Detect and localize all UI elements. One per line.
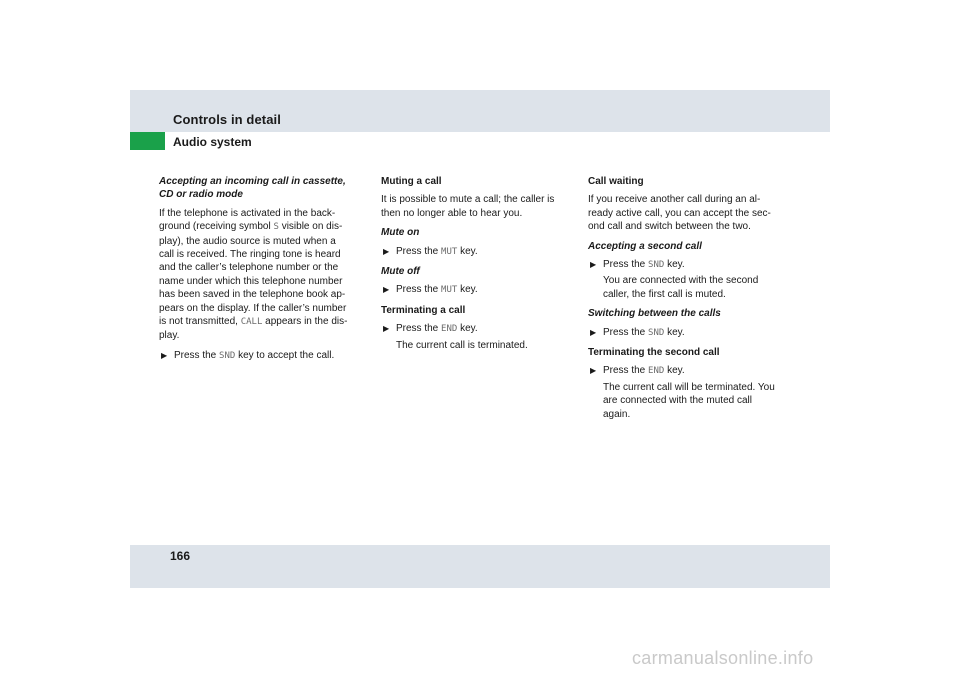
step-mute-on: ▶ Press the MUT key. bbox=[383, 245, 478, 257]
step-arrow-icon: ▶ bbox=[590, 366, 597, 376]
snd-key: SND bbox=[648, 260, 665, 271]
heading-switching-calls: Switching between the calls bbox=[588, 308, 721, 320]
footer-band bbox=[130, 545, 830, 588]
page-subtitle: Audio system bbox=[173, 135, 252, 149]
step-arrow-icon: ▶ bbox=[383, 324, 390, 334]
end-key: END bbox=[441, 324, 458, 335]
mut-key: MUT bbox=[441, 246, 458, 257]
step-terminate-call: ▶ Press the END key. bbox=[383, 323, 478, 335]
result-terminate-second-call: The current call will be terminated. You are connected with the muted call again. bbox=[603, 381, 775, 420]
end-key: END bbox=[648, 366, 665, 377]
result-terminate-call: The current call is terminated. bbox=[396, 339, 528, 351]
page-title: Controls in detail bbox=[173, 112, 281, 127]
column-3 bbox=[588, 175, 793, 427]
step-arrow-icon: ▶ bbox=[161, 350, 168, 360]
heading-muting-call: Muting a call bbox=[381, 176, 442, 187]
heading-terminating-second-call: Terminating the second call bbox=[588, 347, 720, 359]
step-switch-calls: ▶ Press the SND key. bbox=[590, 326, 685, 338]
column-1 bbox=[159, 175, 364, 365]
paragraph-accepting-call: If the telephone is activated in the back- ground (receiving symbol S visible on dis- play), the audio source is muted when a call is received. The ringing tone is heard and the caller’s telephone number or the name under which this telephone number has been saved in the telephone book ap- pears on the display. If the caller’s number is not transmitted, CALL appears in the dis- play. bbox=[159, 207, 348, 342]
heading-accepting-call: Accepting an incoming call in cassette, CD or radio mode bbox=[159, 176, 346, 201]
step-arrow-icon: ▶ bbox=[383, 246, 390, 256]
column-2 bbox=[381, 175, 586, 358]
step-arrow-icon: ▶ bbox=[383, 285, 390, 295]
snd-key: SND bbox=[648, 327, 665, 338]
heading-mute-on: Mute on bbox=[381, 227, 420, 239]
section-tab bbox=[130, 132, 165, 150]
mut-key: MUT bbox=[441, 285, 458, 296]
heading-accepting-second-call: Accepting a second call bbox=[588, 240, 702, 252]
step-terminate-second-call: ▶ Press the END key. bbox=[590, 365, 685, 377]
paragraph-call-waiting: If you receive another call during an al- ready active call, you can accept the sec- ond call and switch between the two. bbox=[588, 194, 771, 233]
step-mute-off: ▶ Press the MUT key. bbox=[383, 284, 478, 296]
heading-mute-off: Mute off bbox=[381, 266, 420, 278]
paragraph-muting-call: It is possible to mute a call; the caller is then no longer able to hear you. bbox=[381, 194, 555, 219]
heading-call-waiting: Call waiting bbox=[588, 176, 644, 187]
step-arrow-icon: ▶ bbox=[590, 327, 597, 337]
result-accept-second-call: You are connected with the second caller, the first call is muted. bbox=[603, 275, 759, 300]
step-arrow-icon: ▶ bbox=[590, 260, 597, 270]
receiving-symbol: S bbox=[273, 222, 279, 233]
step-accept-call: ▶ Press the SND key to accept the call. bbox=[161, 349, 335, 361]
watermark: carmanualsonline.info bbox=[632, 648, 814, 668]
call-display-text: CALL bbox=[240, 317, 263, 328]
step-accept-second-call: ▶ Press the SND key. bbox=[590, 259, 685, 271]
page-number: 166 bbox=[170, 549, 191, 563]
heading-terminating-call: Terminating a call bbox=[381, 304, 466, 316]
snd-key: SND bbox=[219, 350, 236, 361]
